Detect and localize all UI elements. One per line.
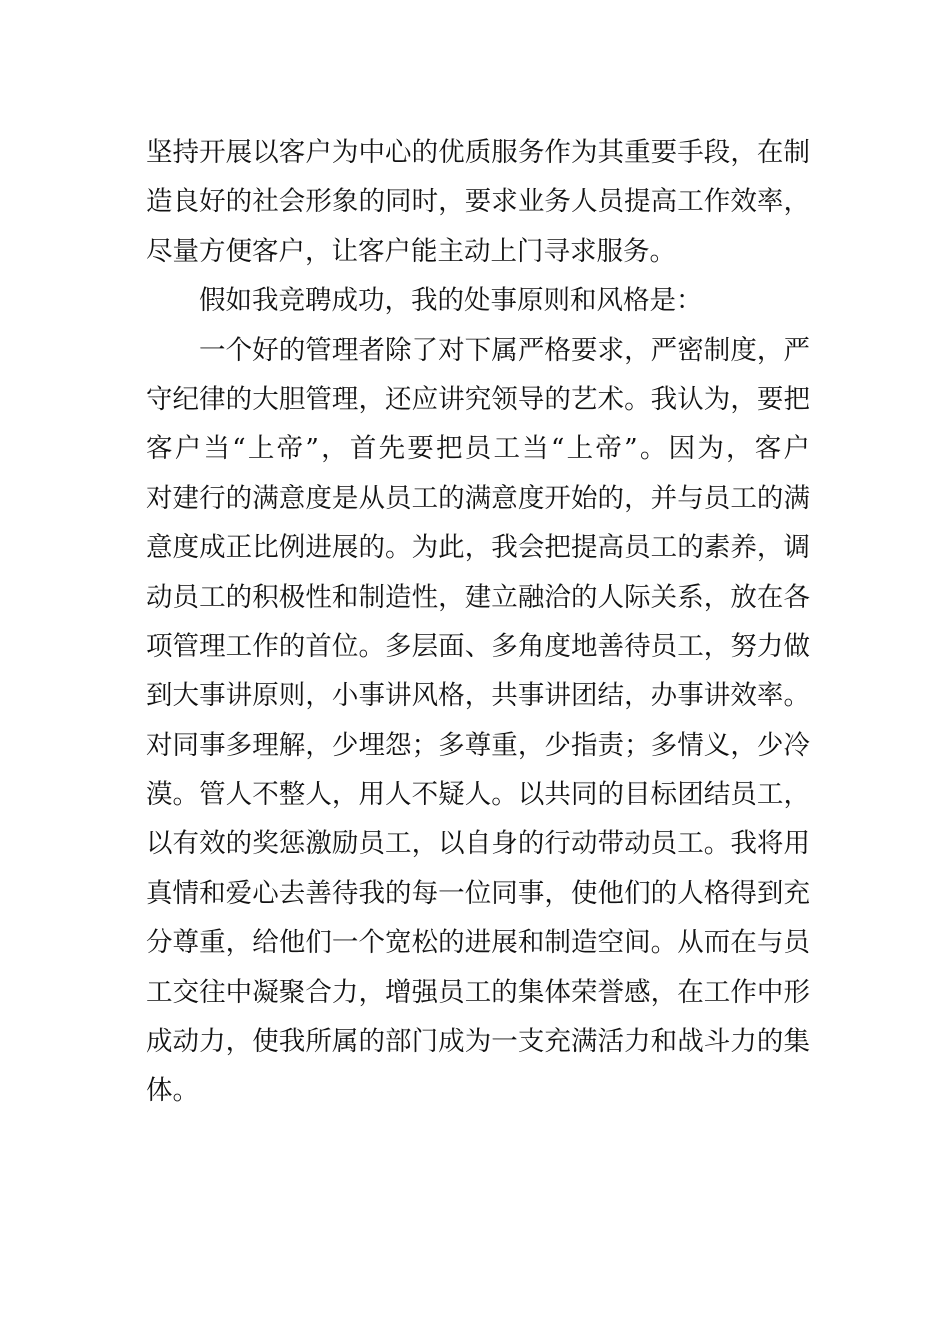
text-line: 成动力，使我所属的部门成为一支充满活力和战斗力的集 xyxy=(146,1026,810,1058)
text-line: 对同事多理解，少埋怨；多尊重，少指责；多情义，少冷 xyxy=(146,729,810,761)
text-line: 守纪律的大胆管理，还应讲究领导的艺术。我认为，要把 xyxy=(146,383,810,415)
text-line: 体。 xyxy=(146,1075,199,1107)
text-line: 一个好的管理者除了对下属严格要求，严密制度，严 xyxy=(199,334,810,366)
text-line: 工交往中凝聚合力，增强员工的集体荣誉感，在工作中形 xyxy=(146,976,810,1008)
text-line: 对建行的满意度是从员工的满意度开始的，并与员工的满 xyxy=(146,482,810,514)
paragraph-heading-line: 假如我竞聘成功，我的处事原则和风格是： xyxy=(199,285,703,317)
text-line: 意度成正比例进展的。为此，我会把提高员工的素养，调 xyxy=(146,532,810,564)
text-line: 项管理工作的首位。多层面、多角度地善待员工，努力做 xyxy=(146,630,810,662)
text-line: 造良好的社会形象的同时，要求业务人员提高工作效率， xyxy=(146,186,810,218)
document-body xyxy=(146,128,810,1116)
text-line: 真情和爱心去善待我的每一位同事，使他们的人格得到充 xyxy=(146,877,810,909)
text-line: 尽量方便客户，让客户能主动上门寻求服务。 xyxy=(146,235,676,267)
text-line: 客户当“上帝”，首先要把员工当“上帝”。因为，客户 xyxy=(146,433,810,465)
text-line: 到大事讲原则，小事讲风格，共事讲团结，办事讲效率。 xyxy=(146,680,810,712)
text-line: 坚持开展以客户为中心的优质服务作为其重要手段，在制 xyxy=(146,137,810,168)
text-line: 以有效的奖惩激励员工，以自身的行动带动员工。我将用 xyxy=(146,828,810,860)
text-line: 动员工的积极性和制造性，建立融洽的人际关系，放在各 xyxy=(146,581,810,613)
text-line: 漠。管人不整人，用人不疑人。以共同的目标团结员工， xyxy=(146,779,810,811)
text-line: 分尊重，给他们一个宽松的进展和制造空间。从而在与员 xyxy=(146,927,810,959)
